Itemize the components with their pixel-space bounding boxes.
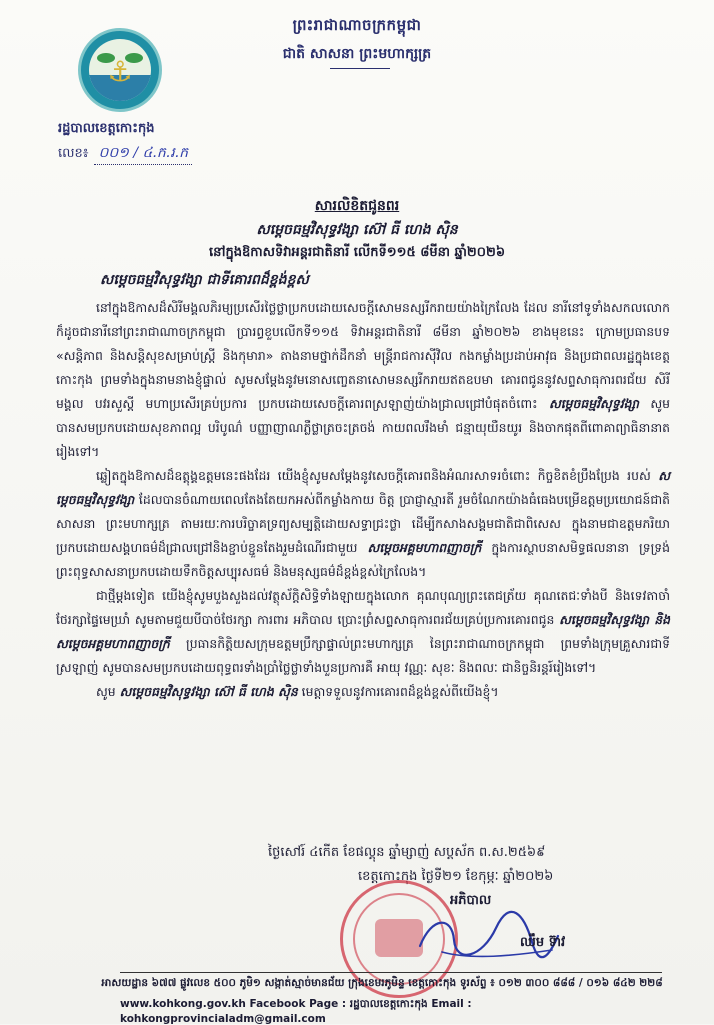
letter-occasion: នៅក្នុងឱកាសទិវាអន្តរជាតិនារី លើកទី១១៥ ៨មីនា ឆ្នាំ២០២៦ bbox=[208, 245, 506, 260]
paragraph-1: នៅក្នុងឱកាសដ៏សិរីមង្គលភិរម្យប្រសើរថ្លៃថ្លាប្រកបដោយសេចក្តីសោមនស្សរីករាយយ៉ាងក្រៃលែង ដែល នារីនៅទូទាំងសកលលោកក៏ដូចជានារីនៅព្រះរាជាណាចក្រកម្ពុជា ប្រារព្ធខួបលើកទី១១៥ ទិវាអន្តរជាតិនារី ៨មីនា ឆ្នាំ២០២៦ ខាងមុខនេះ ក្រោមប្រធានបទ «សន្តិភាព និងសន្តិសុខសម្រាប់ស្ត្រី និងកុមារា» តាងនាមថ្នាក់ដឹកនាំ មន្ត្រីរាជការស៊ីវិល កងកម្លាំងប្រដាប់អាវុធ និងប្រជាពលរដ្ឋក្នុងខេត្តកោះកុង ព្រមទាំងក្នុងនាមនាងខ្ញុំផ្ទាល់ សូមសម្តែងនូវមនោសញ្ចេតនាសោមនស្សរីករាយឥតឧបមា គោរពជូននូវសព្ទសាធុការពរជ័យ សិរីមង្គល បវរសួស្តី មហាប្រសើរគ្រប់ប្រការ ប្រកបដោយសេចក្តីគោរពស្រឡាញ់យ៉ាងជ្រាលជ្រៅបំផុតចំពោះ សម្តេចធម្មវិសុទ្ធវង្សា សូមបានសមប្រកបដោយសុខភាពល្អ បរិបូណ៌ បញ្ញាញាណភ្លឺថ្លាត្រចះត្រចង់ កាយពលរឹងមាំ ជន្មាយុយឺនយូរ និងចាកផុតពីពោគាព្យាធិនានាតរៀងទៅ។ bbox=[56, 300, 670, 459]
reference-label: លេខ៖ bbox=[58, 145, 89, 161]
anchor-icon: ⚓ bbox=[107, 54, 133, 88]
reference-number bbox=[58, 143, 192, 165]
footer-divider bbox=[120, 972, 662, 973]
paragraph-3: ជាថ្មីម្តងទៀត យើងខ្ញុំសូមបួងសួងដល់វត្ថុស័ក្តិសិទ្ធិទាំងឡាយក្នុងលោក គុណបុណ្យព្រះតេជត្រ័យ គុណតេជៈទាំងបី និងទេវតាចាំថែរក្សាផ្ទៃមេឃ្រាំ សូមតាមជួយបីបាច់ថែរក្សា ការពារ អភិបាល ប្រោះព្រំសព្ទសាធុការពរជ័យគ្រប់ប្រការគោរពជូន សម្តេចធម្មវិសុទ្ធវង្សា និងសម្តេចអគ្គមហាពញាចក្រី ប្រធានកិត្តិយសក្រុមឧត្តមប្រឹក្សាផ្ទាល់ព្រះមហាក្សត្រ នៃព្រះរាជាណាចក្រកម្ពុជា ព្រមទាំងក្រុមគ្រួសារជាទីស្រឡាញ់ សូមបានសមប្រកបដោយពុទ្ធពរទាំងប្រាំថ្លៃថ្លាទាំងបួនប្រការគឺ អាយុ វណ្ណៈ សុខៈ និងពលៈ ជានិច្ចនិរន្តរ៍រៀងទៅ។ bbox=[56, 588, 670, 675]
national-motto: ជាតិ សាសនា ព្រះមហាក្សត្រ bbox=[282, 46, 432, 62]
signer-name: ឈឹម ទ៊ាវ bbox=[520, 935, 566, 950]
closing-line: សូម សម្តេចធម្មវិសុទ្ធវង្សា ស៊ៅ ធី ហេង ស៊ិន មេត្តាទទួលនូវការគោរពដ៏ខ្ពង់ខ្ពស់ពីយើងខ្ញុំ។ bbox=[96, 684, 499, 699]
footer-address: អាសយដ្ឋាន ៦៧៧ ផ្លូវលេខ ៥០០ ភូមិ១ សង្កាត់ស្មាច់មានជ័យ ក្រុងខេមរភូមិន្ទ ខេត្តកោះកុង ទូរស័ព្ទ ៖ ០១២ ៣០០ ៨៨៨ / ០១៦ ៨៤២ ២២៨ bbox=[101, 977, 663, 989]
letter-recipient: សម្តេចធម្មវិសុទ្ធវង្សា ស៊ៅ ធី ហេង ស៊ិន bbox=[256, 222, 458, 238]
signer-position: អភិបាល bbox=[450, 893, 492, 908]
letter-title: សារលិខិតជូនពរ bbox=[314, 198, 400, 214]
salutation: សម្តេចធម្មវិសុទ្ធវង្សា ជាទីគោរពដ៏ខ្ពង់ខ្ពស់ bbox=[100, 272, 309, 288]
kingdom-heading: ព្រះរាជាណាចក្រកម្ពុជា bbox=[292, 16, 422, 34]
letter-body bbox=[56, 296, 670, 704]
footer-contact: www.kohkong.gov.kh Facebook Page : រដ្ឋបាលខេត្តកោះកុង Email : kohkongprovincialadm@gmail.com bbox=[120, 998, 472, 1025]
province-logo bbox=[78, 28, 162, 112]
office-name: រដ្ឋបាលខេត្តកោះកុង bbox=[58, 121, 155, 136]
solar-date: ខេត្តកោះកុង ថ្ងៃទី២១ ខែកុម្ភៈ ឆ្នាំ២០២៦ bbox=[358, 869, 554, 884]
motto-divider bbox=[330, 68, 390, 69]
paragraph-2: ឆ្លៀតក្នុងឱកាសដ៏ឧត្តុង្គឧត្តមនេះផងដែរ យើងខ្ញុំសូមសម្តែងនូវសេចក្តីគោរពនិងអំណរសាទរចំពោះ កិច្ចខិតខំប្រឹងប្រែង របស់ សម្តេចធម្មវិសុទ្ធវង្សា ដែលបានចំណាយពេលតែងតែយកអស់ពីកម្លាំងកាយ ចិត្ត ប្រាជ្ញាស្មារតី រួមចំណែកយ៉ាងធំធេងបម្រើឧត្តមប្រយោជន៍ជាតិ សាសនា ព្រះមហាក្សត្រ តាមរយៈការបរិច្ចាគទ្រព្យសម្បត្តិដោយសទ្ធាជ្រះថ្លា ដើម្បីកសាងសង្គមជាតិជាពិសេស ក្នុងនាមជាឧត្តមភរិយាប្រកបដោយសង្គហធម៌ដ៏ជ្រាលជ្រៅនិងខ្ជាប់ខ្ជួនតែងរួមដំណើរជាមួយ សម្តេចអគ្គមហាពញាចក្រី ក្នុងការស្ថាបនាសមិទ្ធផលនានា ទ្រទ្រង់ព្រះពុទ្ធសាសនាប្រកបដោយទឹកចិត្តសប្បុរសធម៌ និងមនុស្សធម៌ដ៏ខ្ពង់ខ្ពស់ក្រៃលែង។ bbox=[56, 468, 670, 579]
reference-value: ០០១ / ៤.ក.រ.ក bbox=[94, 143, 192, 165]
lunar-date: ថ្ងៃសៅរ៍ ៤កើត ខែផល្គុន ឆ្នាំម្សាញ់ សប្តស័ក ព.ស.២៥៦៩ bbox=[268, 845, 546, 860]
